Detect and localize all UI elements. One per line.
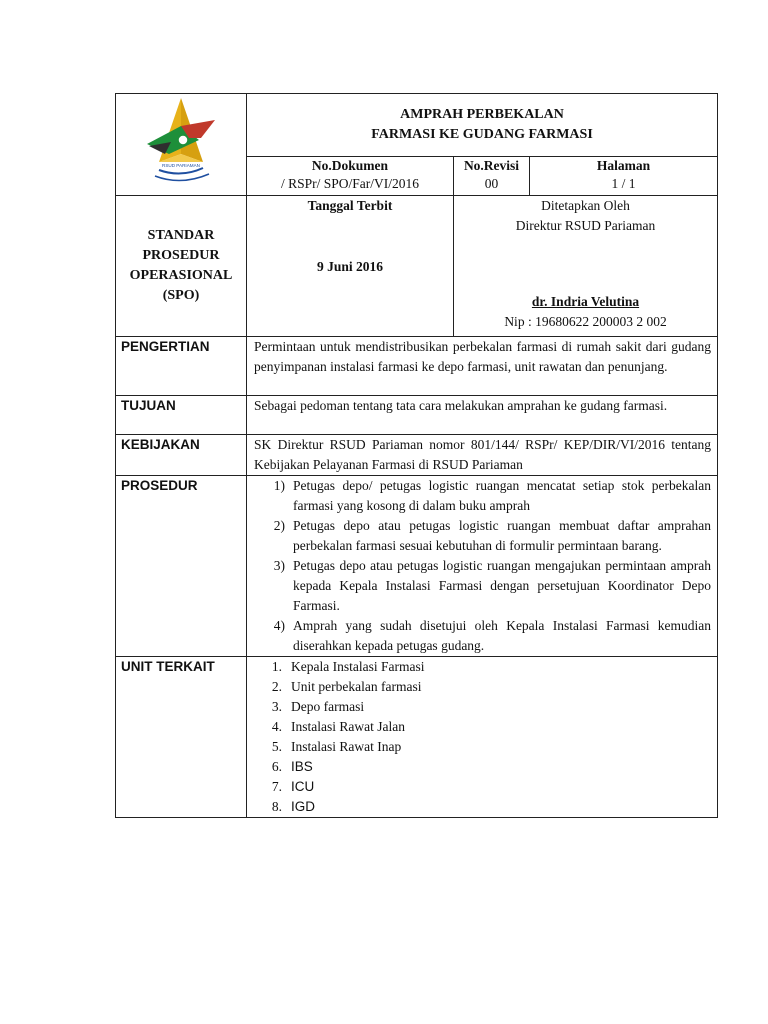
pengertian-text: Permintaan untuk mendistribusikan perbekalan farmasi di rumah sakit dari gudang penyimpanan instalasi farmasi ke depo farmasi, unit rawatan dan penunjang. <box>247 337 718 396</box>
unit-terkait-cell <box>247 657 718 818</box>
unit-item <box>247 777 717 797</box>
ditetapkan-oleh: Ditetapkan Oleh <box>541 198 630 213</box>
tujuan-label: TUJUAN <box>116 396 247 435</box>
unit-item-number: 1. <box>271 659 282 674</box>
unit-item-text: IGD <box>291 799 316 814</box>
title-line-2: FARMASI KE GUDANG FARMASI <box>371 127 593 142</box>
kebijakan-label: KEBIJAKAN <box>116 435 247 476</box>
halaman-label: Halaman <box>596 158 651 173</box>
tujuan-text: Sebagai pedoman tentang tata cara melakukan amprahan ke gudang farmasi. <box>247 396 718 435</box>
no-revisi-value: 00 <box>484 176 499 191</box>
halaman-value: 1 / 1 <box>611 176 636 191</box>
unit-item-number: 7. <box>271 779 282 794</box>
tanggal-terbit-value: 9 Juni 2016 <box>316 259 384 274</box>
unit-item-text: ICU <box>291 779 315 794</box>
spo-label-line-3: OPERASIONAL <box>129 268 233 283</box>
prosedur-item <box>247 476 711 516</box>
signer-nip: Nip : 19680622 200003 2 002 <box>504 314 667 329</box>
spo-label-line-2: PROSEDUR <box>142 248 220 263</box>
kebijakan-text: SK Direktur RSUD Pariaman nomor 801/144/ RSPr/ KEP/DIR/VI/2016 tentang Kebijakan Pelayanan Farmasi di RSUD Pariaman <box>247 435 718 476</box>
prosedur-cell <box>247 476 718 657</box>
ditetapkan-jabatan: Direktur RSUD Pariaman <box>515 218 656 233</box>
no-dokumen-label: No.Dokumen <box>311 158 389 173</box>
tanggal-terbit-label: Tanggal Terbit <box>307 198 393 213</box>
unit-item <box>247 677 717 697</box>
unit-item-number: 4. <box>271 719 282 734</box>
unit-item <box>247 797 717 817</box>
prosedur-item-number: 2) <box>273 518 285 533</box>
prosedur-label: PROSEDUR <box>116 476 247 657</box>
ditetapkan-cell <box>454 196 718 337</box>
prosedur-item-number: 4) <box>273 618 285 633</box>
logo-lettering: RSUD PARIAMAN <box>162 162 200 168</box>
prosedur-item-text: Petugas depo atau petugas logistic ruangan mengajukan permintaan amprah kepada Kepala Instalasi Farmasi dengan persetujuan Koordinator Depo Farmasi. <box>293 558 712 613</box>
unit-item <box>247 697 717 717</box>
unit-item-text: Instalasi Rawat Jalan <box>291 719 405 734</box>
unit-item-text: Unit perbekalan farmasi <box>291 679 422 694</box>
unit-item <box>247 717 717 737</box>
unit-terkait-label: UNIT TERKAIT <box>116 657 247 818</box>
prosedur-item-text: Petugas depo/ petugas logistic ruangan mencatat setiap stok perbekalan farmasi yang kosong di dalam buku amprah <box>293 478 712 513</box>
signer-name: dr. Indria Velutina <box>531 294 640 309</box>
spo-label-line-4: (SPO) <box>162 288 200 303</box>
unit-item-number: 8. <box>271 799 282 814</box>
prosedur-list <box>247 476 717 656</box>
spo-table <box>115 93 718 818</box>
no-dokumen-value: / RSPr/ SPO/Far/VI/2016 <box>280 176 420 191</box>
spo-document <box>115 93 717 818</box>
unit-item-text: Kepala Instalasi Farmasi <box>291 659 425 674</box>
no-dokumen-cell <box>247 157 454 196</box>
unit-item-number: 5. <box>271 739 282 754</box>
prosedur-item-text: Amprah yang sudah disetujui oleh Kepala Instalasi Farmasi kemudian diserahkan kepada petugas gudang. <box>293 618 712 653</box>
logo-cell <box>116 94 247 196</box>
tanggal-terbit-cell <box>247 196 454 337</box>
prosedur-item-number: 1) <box>273 478 285 493</box>
prosedur-item <box>247 616 711 656</box>
unit-item <box>247 657 717 677</box>
unit-terkait-list <box>247 657 717 817</box>
halaman-cell <box>530 157 718 196</box>
spo-label-line-1: STANDAR <box>147 228 215 243</box>
document-title <box>247 94 718 157</box>
unit-item-text: Instalasi Rawat Inap <box>291 739 402 754</box>
prosedur-item <box>247 516 711 556</box>
unit-item-number: 2. <box>271 679 282 694</box>
pengertian-label: PENGERTIAN <box>116 337 247 396</box>
rsud-pariaman-logo <box>141 96 221 188</box>
title-line-1: AMPRAH PERBEKALAN <box>400 107 564 122</box>
unit-item-number: 3. <box>271 699 282 714</box>
unit-item-text: Depo farmasi <box>291 699 365 714</box>
no-revisi-label: No.Revisi <box>463 158 520 173</box>
unit-item-number: 6. <box>271 759 282 774</box>
no-revisi-cell <box>454 157 530 196</box>
prosedur-item <box>247 556 711 616</box>
prosedur-item-number: 3) <box>273 558 285 573</box>
unit-item <box>247 757 717 777</box>
prosedur-item-text: Petugas depo atau petugas logistic ruangan membuat daftar amprahan perbekalan farmasi sesuai kebutuhan di formulir permintaan barang. <box>293 518 712 553</box>
unit-item-text: IBS <box>291 759 313 774</box>
spo-label-cell <box>116 196 247 337</box>
unit-item <box>247 737 717 757</box>
